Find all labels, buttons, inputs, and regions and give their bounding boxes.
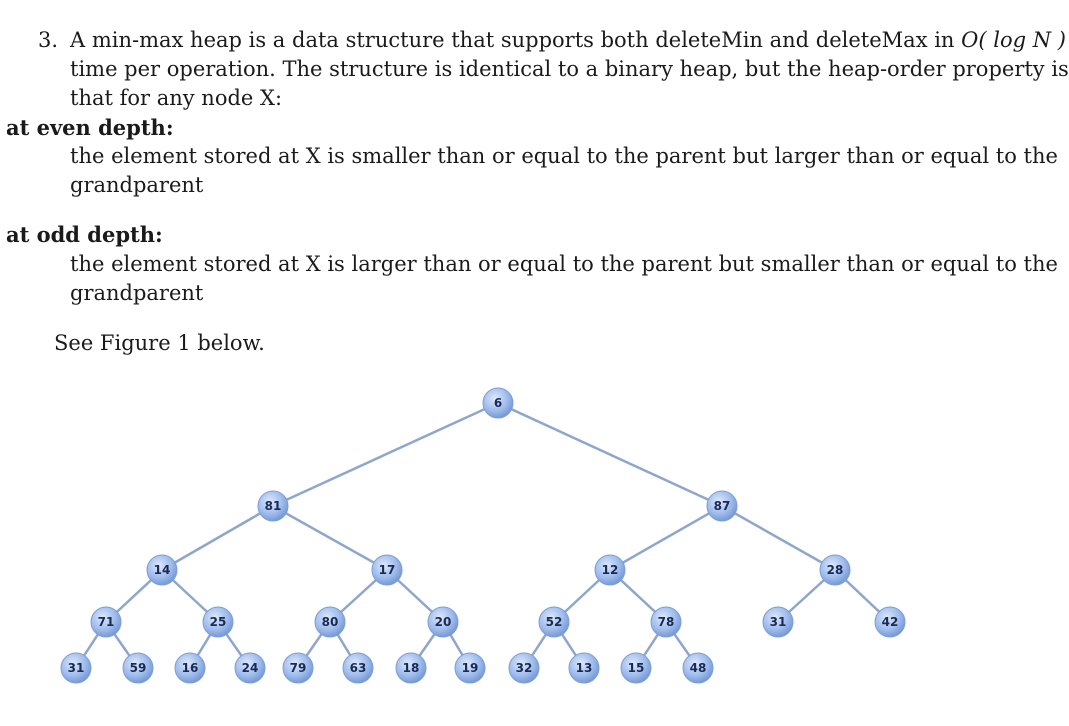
heap-node-label: 14 — [153, 563, 171, 577]
heap-node — [343, 653, 373, 683]
heap-node-label: 19 — [461, 661, 479, 675]
tree-edge — [610, 506, 722, 570]
heap-node-label: 25 — [209, 615, 227, 629]
heap-node — [203, 607, 233, 637]
heap-node-label: 59 — [129, 661, 147, 675]
complexity-notation: O( log N ) — [961, 28, 1066, 52]
heap-node — [621, 653, 651, 683]
heap-node-label: 80 — [321, 615, 339, 629]
tree-edge — [722, 506, 835, 570]
heap-node-label: 79 — [289, 661, 307, 675]
heap-node — [175, 653, 205, 683]
heap-node-label: 13 — [575, 661, 593, 675]
odd-depth-line-1: the element stored at X is larger than or equal to the parent but smaller than or equal to the — [70, 252, 1058, 276]
heap-node — [569, 653, 599, 683]
heap-node — [235, 653, 265, 683]
heap-node-label: 87 — [713, 499, 731, 513]
heap-node — [651, 607, 681, 637]
heap-node — [91, 607, 121, 637]
tree-nodes — [61, 388, 905, 683]
see-figure-text: See Figure 1 below. — [54, 331, 265, 355]
heap-node-label: 32 — [515, 661, 533, 675]
heap-node-label: 81 — [264, 499, 282, 513]
heap-node-label: 17 — [378, 563, 396, 577]
heap-node-label: 28 — [826, 563, 844, 577]
heap-node — [428, 607, 458, 637]
heap-node — [455, 653, 485, 683]
heap-node — [396, 653, 426, 683]
heap-node — [123, 653, 153, 683]
heap-node-label: 31 — [769, 615, 787, 629]
even-depth-heading: at even depth: — [6, 115, 174, 140]
heap-node — [595, 555, 625, 585]
heap-node — [147, 555, 177, 585]
tree-edge — [498, 403, 722, 506]
heap-node — [820, 555, 850, 585]
heap-node-label: 15 — [627, 661, 645, 675]
tree-edge — [162, 506, 273, 570]
heap-node — [372, 555, 402, 585]
odd-depth-heading: at odd depth: — [6, 222, 163, 247]
heap-node — [683, 653, 713, 683]
heap-node-label: 63 — [349, 661, 367, 675]
heap-node-label: 31 — [67, 661, 85, 675]
heap-node-label: 42 — [881, 615, 899, 629]
heap-node-label: 12 — [601, 563, 619, 577]
intro-line-3: that for any node X: — [70, 86, 283, 110]
odd-depth-line-2: grandparent — [70, 281, 204, 305]
problem-number: 3. — [38, 28, 59, 52]
heap-node-label: 48 — [689, 661, 707, 675]
heap-node — [61, 653, 91, 683]
heap-node — [539, 607, 569, 637]
heap-node-label: 16 — [181, 661, 199, 675]
tree-edge — [273, 506, 387, 570]
heap-node-label: 6 — [493, 396, 503, 410]
intro-line-2: time per operation. The structure is identical to a binary heap, but the heap-order property is — [70, 57, 1069, 81]
heap-node — [258, 491, 288, 521]
heap-node-label: 78 — [657, 615, 675, 629]
heap-node-label: 18 — [402, 661, 420, 675]
heap-node-label: 20 — [434, 615, 452, 629]
heap-node — [707, 491, 737, 521]
heap-node — [315, 607, 345, 637]
even-depth-line-1: the element stored at X is smaller than or equal to the parent but larger than or equal to the — [70, 144, 1058, 168]
heap-node — [483, 388, 513, 418]
heap-node-label: 52 — [545, 615, 563, 629]
heap-node — [509, 653, 539, 683]
intro-line-1-text: A min-max heap is a data structure that supports both deleteMin and deleteMax in — [70, 28, 962, 52]
heap-node-label: 71 — [97, 615, 115, 629]
tree-edge — [273, 403, 498, 506]
even-depth-line-2: grandparent — [70, 173, 204, 197]
heap-node — [283, 653, 313, 683]
heap-node-label: 24 — [241, 661, 259, 675]
heap-node — [875, 607, 905, 637]
heap-node — [763, 607, 793, 637]
